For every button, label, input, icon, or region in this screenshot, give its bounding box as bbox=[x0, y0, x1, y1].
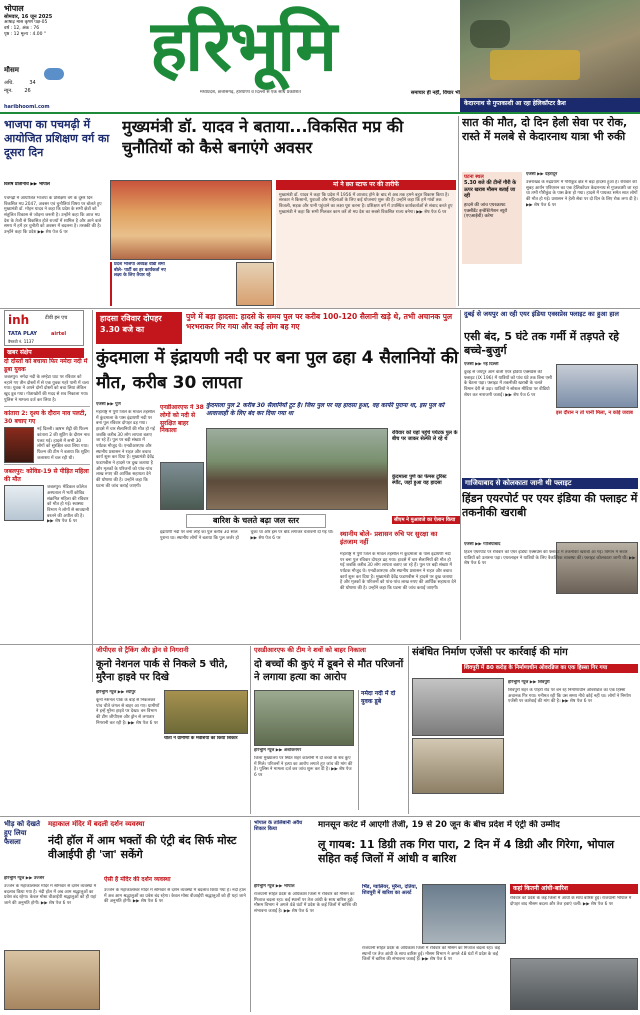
inh-tata: TATA PLAY bbox=[8, 331, 37, 337]
heat-headline: लू गायब: 11 डिग्री तक गिरा पारा, 2 दिन में 4 डिग्री और गिरेगा, भोपाल सहित कई जिलों में आंधी व बारिश bbox=[318, 838, 615, 866]
rain-stats-text: रविवार को प्रदेश के कई जिलों में आंधी के साथ बारिश हुई। राजधानी भोपाल में दोपहर बाद मौसम बदला और तेज हवाएं चलीं। ▶▶ शेष पेज 6 पर bbox=[510, 896, 632, 907]
panchang: आषाढ़ मास कृष्ण पक्ष-05 bbox=[4, 20, 48, 26]
overbridge-photo bbox=[412, 678, 504, 736]
website[interactable]: haribhoomi.com bbox=[4, 104, 50, 110]
mahakal-kicker: महाकाल मंदिर में बदली दर्शन व्यवस्था bbox=[48, 820, 145, 828]
main-body3: महाराष्ट्र में पुणे जिले के मावल तहसील में कुंदमाला के पास इंद्रायणी नदी पर बना पुल रविवार दोपहर ढह गया। हादसे में चार सैलानियों की मौत हो गई जबकि करीब 30 लोग लापता बताए जा रहे हैं। पुल पर बड़ी संख्या में पर्यटक मौजूद थे। एनडीआरएफ और स्थानीय प्रशासन ने राहत और बचाव कार्य शुरू कर दिया है। मुख्यमंत्री देवेंद्र फडणवीस ने हादसे पर दुख जताया है और मृतकों के परिजनों को पांच-पांच लाख रुपए की आर्थिक सहायता देने की घोषणा की है। उन्होंने कहा कि घटना की जांच कराई जाएगी। bbox=[340, 552, 456, 592]
sub-title-locals: स्थानीय बोले- प्रशासन रुचि पर सुरक्षा का इंतजाम नहीं bbox=[340, 530, 438, 547]
hindon-dateline: एजेंसी ▶▶ गाजियाबाद bbox=[464, 542, 501, 547]
kedarnath-box bbox=[462, 172, 522, 264]
kedarnath-body: उत्तराखंड के रुद्रप्रयाग में गौरीकुंड क्षेत्र में बड़ा हादसा हुआ है। रविवार की सुबह आर्यन एविएशन का एक हेलिकॉप्टर केदारनाथ से गुप्तकाशी जा रहा था तभी गौरीकुंड के पास क्रैश हो गया। हादसे में पायलट समेत सात लोगों की मौत हो गई। प्रशासन ने हेली सेवा पर दो दिन के लिए रोक लगा दी है। ▶▶ शेष पेज 6 पर bbox=[526, 180, 638, 208]
pages-price: पृष्ठ : 12 मूल्य : 4.00 '' bbox=[4, 31, 47, 37]
narmada-inset: नर्मदा नदी में दो युवक डूबे bbox=[358, 690, 406, 810]
sub-title-water: बारिश के चलते बढ़ा जल स्तर bbox=[186, 514, 326, 528]
rain-photo bbox=[510, 958, 638, 1010]
ghaziabad-kicker: गाजियाबाद से कोलकाता जानी थी फ्लाइट bbox=[462, 478, 638, 489]
main-time-tag: हादसा रविवार दोपहर 3.30 बजे का bbox=[96, 312, 182, 344]
inh-sub: वैष्णवी नं. 1137 bbox=[8, 339, 34, 344]
kedarnath-box-body: 5.30 बजे की टीमों गौरी के ऊपर खराब मौसम बताई जा रही bbox=[464, 180, 517, 199]
kuan-headline: दो बच्चों की कुएं में डूबने से मौत परिजनों ने लगाया हत्या का आरोप bbox=[254, 659, 404, 683]
bjp-training-headline: भाजपा का पचमढ़ी में आयोजित प्रशिक्षण वर्ग का दूसरा दिन bbox=[4, 118, 110, 160]
masthead-logo: हरिभूमि bbox=[150, 5, 336, 87]
helicopter-crash-photo bbox=[460, 0, 640, 98]
lead-byline: विशेष प्रतिनिधि ▶▶ भोपाल bbox=[4, 182, 50, 187]
mahakal-body: उज्जैन के महाकालेश्वर मंदिर में सोमवार से दर्शन व्यवस्था में बदलाव किया गया है। नंदी हॉल में अब आम श्रद्धालुओं का प्रवेश बंद रहेगा। केवल मोस्ट वीआईपी श्रद्धालुओं को ही यहां जाने की अनुमति होगी। ▶▶ शेष पेज 6 पर bbox=[4, 884, 97, 907]
brief2-title: कांतारा 2: दृश्य के दौरान नाव पलटी, 30 बचाए गए bbox=[4, 410, 87, 425]
edition-date: सोमवार, 16 जून 2025 bbox=[4, 14, 53, 20]
weather-body2: राजधानी सहित प्रदेश के अधिकांश जिलों में रविवार को मौसम का मिजाज बदला रहा। कई स्थानों पर तेज आंधी के साथ बारिश हुई। मौसम विभाग ने अगले 48 घंटों में प्रदेश के कई जिलों में बारिश की संभावना जताई है। ▶▶ शेष पेज 6 पर bbox=[362, 946, 501, 963]
ndrf-rescue-note: एनडीआरएफ ने 38 लोगों को नदी से सुरक्षित बाहर निकाला bbox=[160, 404, 204, 435]
bridge-collapse-photo bbox=[206, 428, 388, 510]
monsoon-headline: मानसून करंट में आएगी तेजी, 19 से 20 जून के बीच प्रदेश में एंट्री की उम्मीद bbox=[318, 820, 560, 830]
kantara-photo bbox=[4, 427, 34, 463]
weather-label: मौसम bbox=[4, 66, 19, 74]
mahakal-inset: ऐसी है मंदिर की दर्शन व्यवस्था bbox=[104, 876, 171, 883]
main-body: महाराष्ट्र में पुणे जिले के मावल तहसील में कुंदमाला के पास इंद्रायणी नदी पर बना पुल रविवार दोपहर ढह गया। हादसे में चार सैलानियों की मौत हो गई जबकि करीब 30 लोग लापता बताए जा रहे हैं। पुल पर बड़ी संख्या में पर्यटक मौजूद थे। एनडीआरएफ और स्थानीय प्रशासन ने राहत और बचाव कार्य शुरू कर दिया है। मुख्यमंत्री देवेंद्र फडणवीस ने हादसे पर दुख जताया है और मृतकों के परिजनों को पांच-पांच लाख रुपए की आर्थिक सहायता देने की घोषणा की है। उन्होंने कहा कि घटना की जांच कराई जाएगी। bbox=[96, 410, 155, 489]
masthead-slogan: समाचार ही नहीं, विचार भी bbox=[410, 90, 460, 96]
kuno-body: कूनो नेशनल पार्क के बाड़े से निकलकर पांच चीते जंगल से बाहर आ गए। ग्रामीणों ने इन्हें मुरैना हाइवे पर देखा। वन विभाग की टीम जीपीएस और ड्रोन से लगातार निगरानी कर रही है। ▶▶ शेष पेज 6 पर bbox=[96, 698, 160, 726]
masthead-date-block bbox=[4, 4, 96, 66]
weather-box bbox=[4, 66, 84, 104]
masthead bbox=[0, 0, 640, 112]
main-quote: कुंदमाला पुल 2 करीब 30 सैलानियों टूट है। जिस पुल पर यह हादसा हुआ, वह काफी पुराना था, इस पुल को आवाजाही के लिए बंद कर दिया गया था bbox=[206, 402, 445, 417]
brief1-title: दो दोस्तों को बचाया फिर नर्मदा नदी में डूबा युवक bbox=[4, 358, 88, 373]
kedarnath-box2: हादसे की जांच एयरक्राफ्ट एक्सीडेंट इन्वेस्टिगेशन ब्यूरो (एएआईबी) करेगा bbox=[464, 203, 508, 220]
inh-logo: inh bbox=[8, 313, 30, 327]
cm-event-photo bbox=[110, 180, 272, 260]
rain-stats-label: कहां कितनी आंधी-बारिश bbox=[510, 884, 638, 894]
crowd-side-note: भीड़ को देखते हुए लिया फैसला bbox=[4, 820, 40, 846]
cm-portrait bbox=[236, 262, 274, 306]
brief3-title: जबलपुर: कोविड-19 से पीड़ित महिला की मौत bbox=[4, 468, 89, 483]
helicopter-caption: केदारनाथ से गुप्तकाशी आ रहा हेलिकॉप्टर क्रैश bbox=[460, 98, 640, 112]
cloud-icon bbox=[44, 68, 64, 80]
kuno-headline: कूनो नेशनल पार्क से निकले 5 चीते, मुरैना हाइवे पर दिखे bbox=[96, 659, 229, 683]
lead-headline: मुख्यमंत्री डॉ. यादव ने बताया...विकसित मप्र की चुनौतियों को कैसे बनाएंगे अवसर bbox=[122, 117, 404, 157]
covid-photo bbox=[4, 485, 44, 521]
news-brief-label: खबर संक्षेप bbox=[4, 348, 84, 358]
kuan-dateline: हरिभूमि न्यूज ▶▶ अशोकनगर bbox=[254, 748, 302, 753]
photo-note1: रविवार को यहां पहुंचे पर्यटक पुल के बीच पर जाकर सेल्फी ले रहे थे bbox=[392, 430, 458, 443]
hindon-body: हिंडन एयरपोर्ट पर रविवार को एयर इंडिया एक्सप्रेस की फ्लाइट में तकनीकी खराबी आ गई। विमान में सवार यात्रियों को उतारना पड़ा। एयरलाइन ने यात्रियों के लिए वैकल्पिक व्यवस्था की। फ्लाइट कोलकाता जानी थी। ▶▶ शेष पेज 6 पर bbox=[464, 550, 636, 567]
lead-box-body: मुख्यमंत्री डॉ. यादव ने कहा कि प्रदेश में 1956 में आजाद होने के बाद से अब तक हमने बहुत विकास किया है। सरकार ने किसानों, युवाओं और महिलाओं के लिए कई योजनाएं शुरू की हैं। उन्होंने कहा कि हमें गांवों तक बिजली, सड़क और पानी पहुंचाने का लक्ष्य पूरा करना है। प्रशिक्षण वर्ग में उपस्थित कार्यकर्ताओं से संवाद करते हुए मुख्यमंत्री ने कहा कि सभी मिलकर काम करें तो मप्र देश का सबसे विकसित राज्य बनेगा। ▶▶ शेष पेज 6 पर bbox=[279, 192, 453, 215]
cheetah-photo bbox=[164, 690, 248, 734]
brief1-text: जबलपुर। नर्मदा नदी के लम्हेटा घाट पर रविवार को नहाने गए तीन दोस्तों में से एक युवक गहरे पानी में चला गया। युवक ने अपने दोनों दोस्तों को बचा लिया लेकिन खुद डूब गया। गोताखोरों की मदद से शव निकाला गया। पुलिस ने मामला दर्ज कर लिया है। bbox=[4, 375, 89, 403]
shivpuri-headline: संबंधित निर्माण एजेंसी पर कार्रवाई की मांग bbox=[412, 647, 568, 658]
airindia-inset: इस दौरान न तो पानी मिला, न कोई जवाब bbox=[556, 410, 633, 416]
main-body2: इंद्रायणी नदी पर बना लोहे का पुल करीब 30 साल पुराना था। स्थानीय लोगों ने बताया कि पुल जर्जर हो चुका था और इस पर बोर्ड लगाकर चेतावनी दी गई थी। ▶▶ शेष पेज 6 पर bbox=[160, 530, 334, 541]
crowd-photo bbox=[160, 462, 204, 510]
lead-body: पचमढ़ी में आयोजित भाजपा के प्रशिक्षण वर्ग के दूसरे दिन विकसित मप्र 2047, अवसर एवं चुनौतियां विषय पर बोलते हुए मुख्यमंत्री डॉ. मोहन यादव ने कहा कि प्रदेश के सभी क्षेत्रों को संतुलित विकास से जोड़ना जरूरी है। उन्होंने कहा कि आज मप्र देश के तेजी से विकसित होते राज्यों में शामिल है और आने वाले समय में हमें हर चुनौती को अवसर में बदलना है। तरक्की की है। उन्होंने कहा कि प्रदेश ▶▶ शेष पेज 6 पर bbox=[4, 196, 102, 236]
kedarnath-headline: सात की मौत, दो दिन हेली सेवा पर रोक, रास्ते में मलबे से केदारनाथ यात्रा भी रुकी bbox=[462, 116, 628, 144]
kedarnath-box-title: घटना स्थल bbox=[464, 174, 484, 180]
cheetah-photo-label: चीतों ने ग्रामीणों के मवेशियों का किया शिकार bbox=[164, 736, 238, 741]
airindia-dateline: एजेंसी ▶▶ नई दिल्ली bbox=[464, 362, 499, 367]
volume: वर्ष : 12, अंक : 76 bbox=[4, 25, 40, 31]
weather-dateline: हरिभूमि न्यूज ▶▶ भोपाल bbox=[254, 884, 295, 889]
lead-box bbox=[276, 180, 456, 308]
airindia-photo bbox=[556, 364, 638, 408]
storm-photo bbox=[422, 884, 506, 944]
mahakal-dateline: हरिभूमि न्यूज ▶▶ उज्जैन bbox=[4, 876, 45, 881]
photo-note2: कुंदमाला पुणे का फेमस टूरिस्ट स्पॉट, जहां हुआ यह हादसा bbox=[392, 474, 447, 487]
weather-inset: भिंड, ग्वालियर, मुरैना, दतिया, शिवपुरी में बारिश का अलर्ट bbox=[362, 884, 418, 897]
shivpuri-body: शिवपुरी शहर के पोहरी रोड पर बन रहे निर्माणाधीन ओवरब्रिज का एक हिस्सा अचानक गिर गया। गनीमत रही कि उस समय नीचे कोई नहीं था। लोगों ने निर्माण एजेंसी पर कार्रवाई की मांग की है। ▶▶ शेष पेज 6 पर bbox=[508, 688, 631, 705]
kuno-dateline: हरिभूमि न्यूज ▶▶ श्योपुर bbox=[96, 690, 136, 695]
weather-min: न्यून. 26 bbox=[4, 88, 31, 94]
airindia-body: दुबई से जयपुर आने वाली एयर इंडिया एक्सप्रेस की फ्लाइट (IX 196) में यात्रियों को पांच घंटे तक बिना एसी के बैठना पड़ा। फ्लाइट में तकनीकी खराबी के चलते विमान देरी से उड़ा। यात्रियों ने सोशल मीडिया पर वीडियो शेयर कर नाराजगी जताई। ▶▶ शेष पेज 6 पर bbox=[464, 370, 552, 398]
inh-airtel: airtel bbox=[51, 331, 67, 337]
brief3-text: जबलपुर। मेडिकल कॉलेज अस्पताल में भर्ती कोविड संक्रमित महिला की रविवार को मौत हो गई। स्वास्थ्य विभाग ने लोगों से सावधानी बरतने की अपील की है। ▶▶ शेष पेज 6 पर bbox=[47, 485, 90, 525]
mahakal-headline: नंदी हॉल में आम भक्तों की एंट्री बंद सिर्फ मोस्ट वीआईपी ही 'जा' सकेंगे bbox=[48, 834, 237, 862]
kedarnath-dateline: एजेंसी ▶▶ देहरादून bbox=[526, 172, 558, 177]
inh-ad[interactable] bbox=[4, 310, 84, 346]
hindon-headline: हिंडन एयरपोर्ट पर एयर इंडिया की फ्लाइट में तकनीकी खराबी bbox=[462, 492, 638, 520]
main-dateline: एजेंसी ▶▶ पुणे bbox=[96, 402, 121, 407]
compensation-title: सीएम ने मुआवजे का ऐलान किया bbox=[392, 516, 460, 524]
shivpuri-dateline: हरिभूमि न्यूज ▶▶ शिवपुरी bbox=[508, 680, 550, 685]
edition-city: भोपाल bbox=[4, 4, 24, 13]
collapse-photo-2 bbox=[412, 738, 504, 794]
brief2-text: नई दिल्ली। ऋषभ शेट्टी की फिल्म कांतारा 2 की शूटिंग के दौरान नाव पलट गई। हादसे में सभी 30 लोगों को सुरक्षित बचा लिया गया। फिल्म की टीम ने बताया कि शूटिंग जलाशय में चल रही थी। bbox=[37, 427, 90, 461]
news-brief-column bbox=[4, 358, 90, 680]
kuan-body: जिला मुख्यालय पर स्थित शहर कॉलोनी में दो बच्चों के शव कुएं में मिले। परिजनों ने हत्या का आरोप लगाते हुए जांच की मांग की है। पुलिस ने मामला दर्ज कर जांच शुरू कर दी है। ▶▶ शेष पेज 6 पर bbox=[254, 756, 353, 779]
lead-box-title: मां ने छत स्टाफ पर की तारीफें bbox=[276, 180, 456, 190]
weather-max: अधि. 34 bbox=[4, 80, 36, 86]
mahakal-photo bbox=[4, 950, 100, 1010]
bhopal-side-kicker: भोपाल के तालिबानी अवैध शिकार किया bbox=[254, 820, 303, 833]
mahakal-inset-body: उज्जैन के महाकालेश्वर मंदिर में सोमवार से दर्शन व्यवस्था में बदलाव किया गया है। नंदी हॉल में अब आम श्रद्धालुओं का प्रवेश बंद रहेगा। केवल मोस्ट वीआईपी श्रद्धालुओं को ही यहां जाने की अनुमति होगी। ▶▶ शेष पेज 6 पर bbox=[104, 888, 246, 905]
main-kicker: पुणे में बड़ा हादसा: हादसे के समय पुल पर करीब 100-120 सैलानी खड़े थे, तभी अचानक पुल भरभराकर गिर गया और कई लोग बह गए bbox=[186, 312, 453, 332]
kuan-kicker: एसडीआरएफ की टीम ने शवों को बाहर निकाला bbox=[254, 646, 366, 654]
shivpuri-kicker: शिवपुरी में 80 करोड़ के निर्माणाधीन ओवरब्रिज का एक हिस्सा गिर गया bbox=[462, 664, 638, 673]
main-headline: कुंदमाला में इंद्रायणी नदी पर बना पुल ढहा 4 सैलानियों की मौत, करीब 30 लापता bbox=[96, 348, 459, 393]
airindia-headline: एसी बंद, 5 घंटे तक गर्मी में तड़पते रहे बच्चे-बुजुर्ग bbox=[464, 330, 619, 358]
well-photo bbox=[254, 690, 354, 746]
lead-inset: प्रदेश भाजपा अध्यक्ष वीडी शर्मा बोले- पार्टी का हर कार्यकर्ता नए लक्ष्य के लिए तैयार रहे bbox=[110, 262, 170, 306]
inh-text: टीवी इन एच bbox=[45, 315, 68, 321]
airindia-kicker: दुबई से जयपुर आ रही एयर इंडिया एक्सप्रेस फ्लाइट का हुआ हाल bbox=[464, 310, 619, 318]
masthead-tagline: मध्यप्रदेश, छत्तीसगढ़, हरियाणा व दिल्ली से एक साथ प्रकाशित bbox=[200, 90, 301, 95]
kuno-kicker: जीपीएस से ट्रैकिंग और ड्रोन से निगरानी bbox=[96, 646, 189, 654]
weather-body: राजधानी सहित प्रदेश के अधिकांश जिलों में रविवार को मौसम का मिजाज बदला रहा। कई स्थानों पर तेज आंधी के साथ बारिश हुई। मौसम विभाग ने अगले 48 घंटों में प्रदेश के कई जिलों में बारिश की संभावना जताई है। ▶▶ शेष पेज 6 पर bbox=[254, 892, 357, 915]
